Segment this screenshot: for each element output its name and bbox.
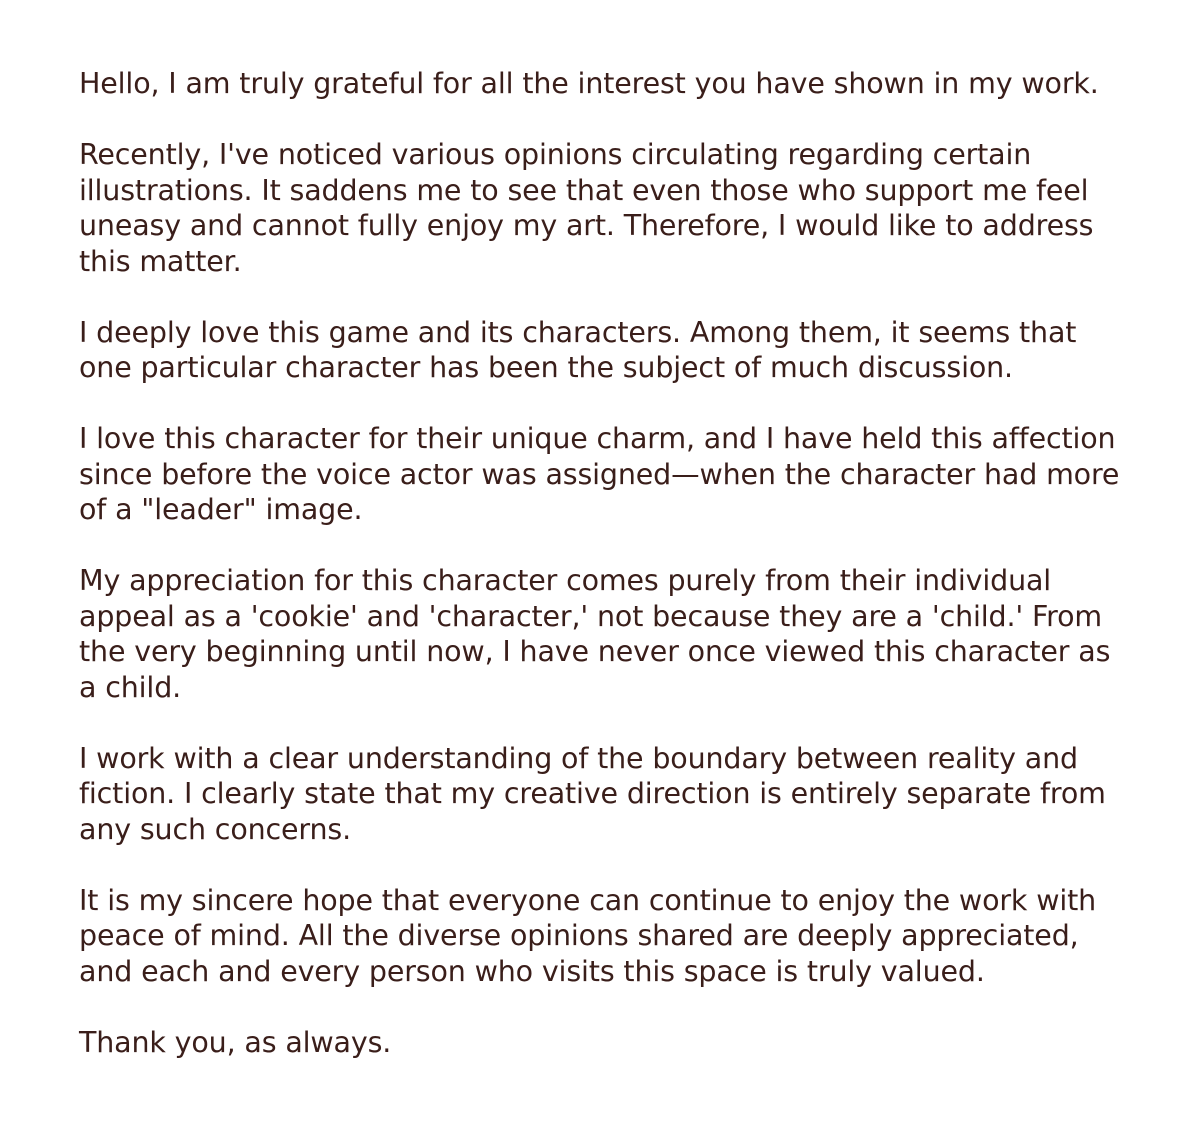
text-line: Recently, I've noticed various opinions circulating regarding certain [79,138,1032,171]
text-line: I deeply love this game and its characters. Among them, it seems that [79,315,1077,349]
text-line: uneasy and cannot fully enjoy my art. Therefore, I would like to address [79,209,1094,242]
text-line: appeal as a 'cookie' and 'character,' not because they are a 'child.' From [79,599,1103,633]
text-line: a child. [79,670,182,704]
text-line: I work with a clear understanding of the boundary between reality and [79,741,1078,775]
text-line: this matter. [79,244,242,278]
text-line: Thank you, as always. [79,1025,392,1059]
text-line: the very beginning until now, I have never once viewed this character as [79,635,1111,668]
text-line: of a "leader" image. [79,493,363,526]
paragraph-greeting [79,66,1149,102]
text-line: one particular character has been the subject of much discussion. [79,351,1013,384]
paragraph-appreciation [79,563,1149,705]
paragraph-boundary [79,741,1149,848]
text-line: and each and every person who visits this space is truly valued. [79,954,985,988]
paragraph-hope [79,883,1149,990]
text-line: fiction. I clearly state that my creative direction is entirely separate from [79,777,1106,810]
paragraph-context [79,137,1149,279]
text-line: since before the voice actor was assigned—when the character had more [79,457,1120,491]
text-line: illustrations. It saddens me to see that even those who support me feel [79,173,1089,207]
paragraph-character-charm [79,421,1149,528]
text-line: It is my sincere hope that everyone can continue to enjoy the work with [79,883,1097,917]
text-line: Hello, I am truly grateful for all the interest you have shown in my work. [79,67,1099,100]
text-line: any such concerns. [79,812,352,846]
text-line: peace of mind. All the diverse opinions shared are deeply appreciated, [79,919,1079,952]
paragraph-closing [79,1025,1149,1061]
paragraph-love-for-game [79,315,1149,386]
text-line: I love this character for their unique charm, and I have held this affection [79,422,1116,455]
statement-body [79,66,1149,1096]
text-line: My appreciation for this character comes purely from their individual [79,564,1052,597]
